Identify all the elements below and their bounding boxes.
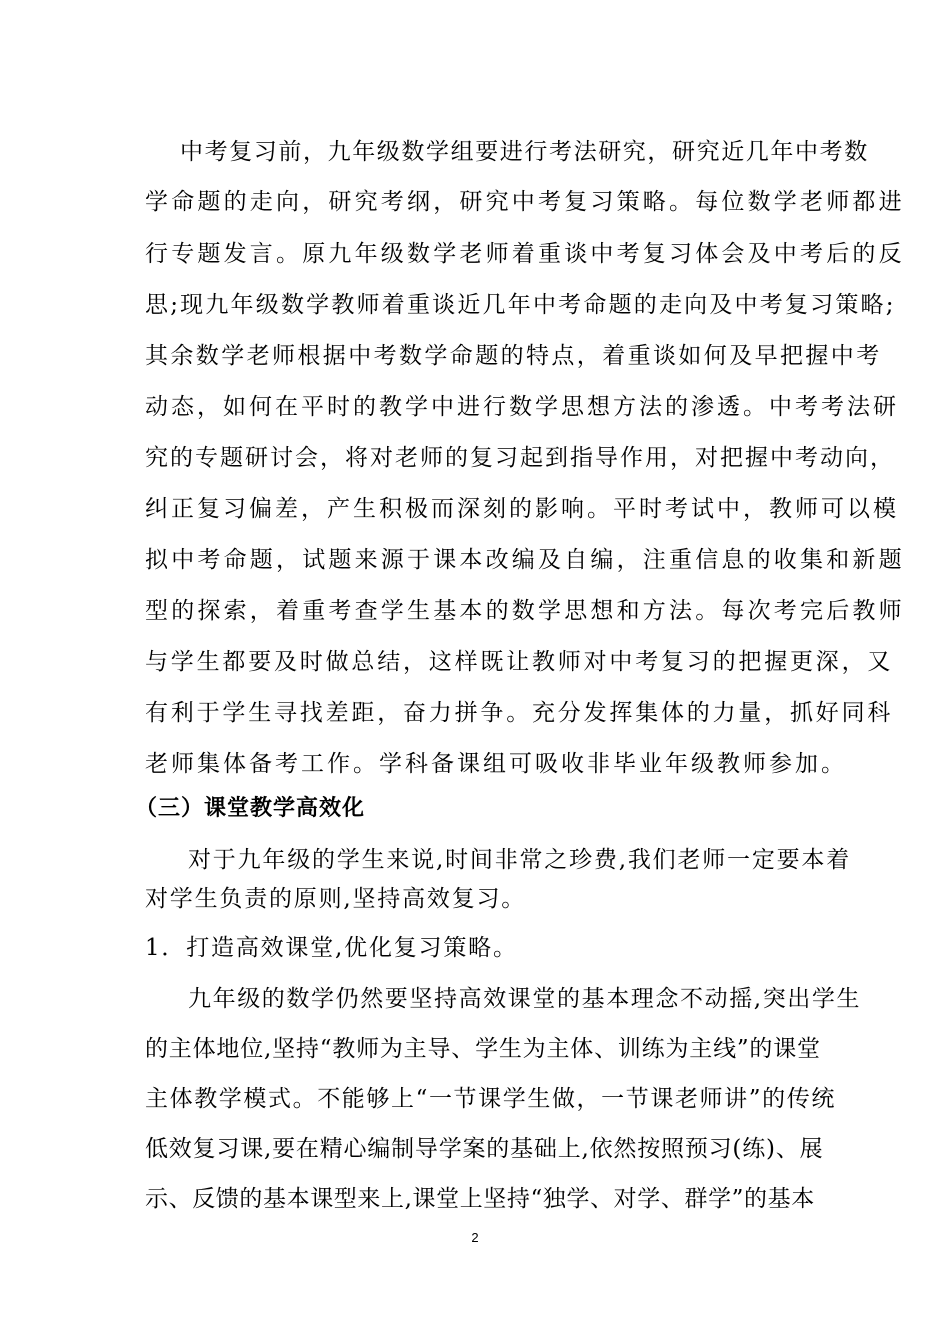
text-line: 型的探索，着重考查学生基本的数学思想和方法。每次考完后教师 xyxy=(145,598,905,624)
page-number: 2 xyxy=(471,1230,479,1245)
text-line: 老师集体备考工作。学科备课组可吸收非毕业年级教师参加。 xyxy=(145,751,847,777)
text-line: 其余数学老师根据中考数学命题的特点，着重谈如何及早把握中考 xyxy=(145,343,882,369)
text-line: 行专题发言。原九年级数学老师着重谈中考复习体会及中考后的反 xyxy=(145,241,905,267)
text-line: 有利于学生寻找差距，奋力拼争。充分发挥集体的力量，抓好同科 xyxy=(145,700,894,726)
text-line: 示、反馈的基本课型来上,课堂上坚持“独学、对学、群学”的基本 xyxy=(145,1186,815,1212)
text-line: 对学生负责的原则,坚持高效复习。 xyxy=(145,886,527,912)
text-line: 低效复习课,要在精心编制导学案的基础上,依然按照预习(练)、展 xyxy=(145,1136,824,1162)
text-line: 究的专题研讨会，将对老师的复习起到指导作用，对把握中考动向， xyxy=(145,445,895,471)
text-line: 主体教学模式。不能够上“一节课学生做，一节课老师讲”的传统 xyxy=(145,1086,836,1112)
text-line: 的主体地位,坚持“教师为主导、学生为主体、训练为主线”的课堂 xyxy=(145,1036,821,1062)
section-heading: （三）课堂教学高效化 xyxy=(135,796,366,821)
text-line: 与学生都要及时做总结，这样既让教师对中考复习的把握更深，又 xyxy=(145,649,894,675)
text-line: 九年级的数学仍然要坚持高效课堂的基本理念不动摇,突出学生 xyxy=(188,986,862,1012)
text-line: 动态，如何在平时的教学中进行数学思想方法的渗透。中考考法研 xyxy=(145,394,899,420)
text-line: 学命题的走向，研究考纲，研究中考复习策略。每位数学老师都进 xyxy=(145,189,905,215)
list-item-heading: 1．打造高效课堂,优化复习策略。 xyxy=(145,935,518,961)
text-line: 思;现九年级数学教师着重谈近几年中考命题的走向及中考复习策略; xyxy=(145,292,896,318)
text-line: 纠正复习偏差，产生积极而深刻的影响。平时考试中，教师可以模 xyxy=(145,496,899,522)
text-line: 对于九年级的学生来说,时间非常之珍费,我们老师一定要本着 xyxy=(188,847,852,873)
text-line: 拟中考命题，试题来源于课本改编及自编，注重信息的收集和新题 xyxy=(145,547,905,573)
text-line: 中考复习前，九年级数学组要进行考法研究，研究近几年中考数 xyxy=(180,139,869,165)
